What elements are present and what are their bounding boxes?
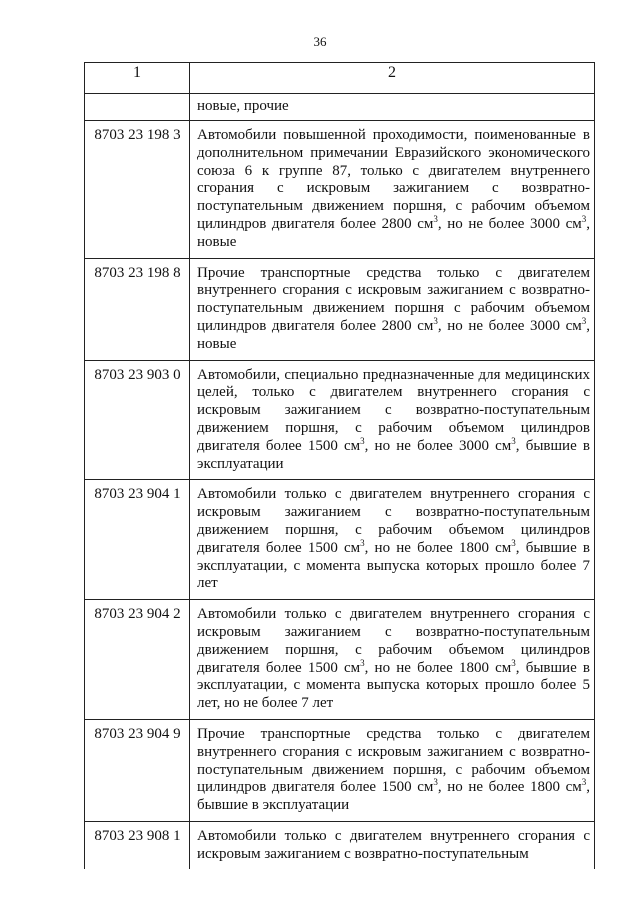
continuation-row [85,94,595,121]
column-header-1: 1 [85,63,190,94]
tariff-code: 8703 23 908 1 [85,821,190,869]
column-header-2: 2 [190,63,595,94]
tariff-code: 8703 23 903 0 [85,360,190,480]
page-number: 36 [313,34,327,49]
header-row [85,63,595,94]
table-row [85,600,595,720]
tariff-code: 8703 23 198 8 [85,258,190,360]
tariff-description: Прочие транспортные средства только с двигателем внутреннего сгорания с искровым зажиганием с возвратно-поступательным движением поршня, с рабочим объемом цилиндров двигателя более 1500 $см^3$, но не более 1800 $см^3$, бывшие в эксплуатации [190,719,595,821]
tariff-description: Автомобили только с двигателем внутреннего сгорания с искровым зажиганием с возвратно-поступательным [190,821,595,869]
tariff-description: Автомобили повышенной проходимости, поименованные в дополнительном примечании Евразийского экономического союза 6 к группе 87, только с двигателем внутреннего сгорания с искровым зажиганием с возвратно-поступательным движением поршня, с рабочим объемом цилиндров двигателя более 2800 $см^3$, но не более 3000 $см^3$, новые [190,121,595,259]
tariff-code: 8703 23 198 3 [85,121,190,259]
tariff-table [84,62,595,869]
table-cell-description: новые, прочие [190,94,595,121]
table-row [85,121,595,259]
table-row [85,480,595,600]
tariff-code: 8703 23 904 1 [85,480,190,600]
table-row [85,360,595,480]
tariff-code: 8703 23 904 9 [85,719,190,821]
tariff-code: 8703 23 904 2 [85,600,190,720]
tariff-description: Автомобили только с двигателем внутреннего сгорания с искровым зажиганием с возвратно-поступательным движением поршня, с рабочим объемом цилиндров двигателя более 1500 $см^3$, но не более 1800 $см^3$, бывшие в эксплуатации, с момента выпуска которых прошло более 5 лет, но не более 7 лет [190,600,595,720]
table-row [85,821,595,869]
tariff-description: Автомобили, специально предназначенные для медицинских целей, только с двигателем внутреннего сгорания с искровым зажиганием с возвратно-поступательным движением поршня, с рабочим объемом цилиндров двигателя более 1500 $см^3$, но не более 3000 $см^3$, бывшие в эксплуатации [190,360,595,480]
tariff-description: Прочие транспортные средства только с двигателем внутреннего сгорания с искровым зажиганием с возвратно-поступательным движением поршня с рабочим объемом цилиндров двигателя более 2800 $см^3$, но не более 3000 $см^3$, новые [190,258,595,360]
tariff-description: Автомобили только с двигателем внутреннего сгорания с искровым зажиганием с возвратно-поступательным движением поршня, с рабочим объемом цилиндров двигателя более 1500 $см^3$, но не более 1800 $см^3$, бывшие в эксплуатации, с момента выпуска которых прошло более 7 лет [190,480,595,600]
table-row [85,719,595,821]
table-cell-code [85,94,190,121]
table-row [85,258,595,360]
